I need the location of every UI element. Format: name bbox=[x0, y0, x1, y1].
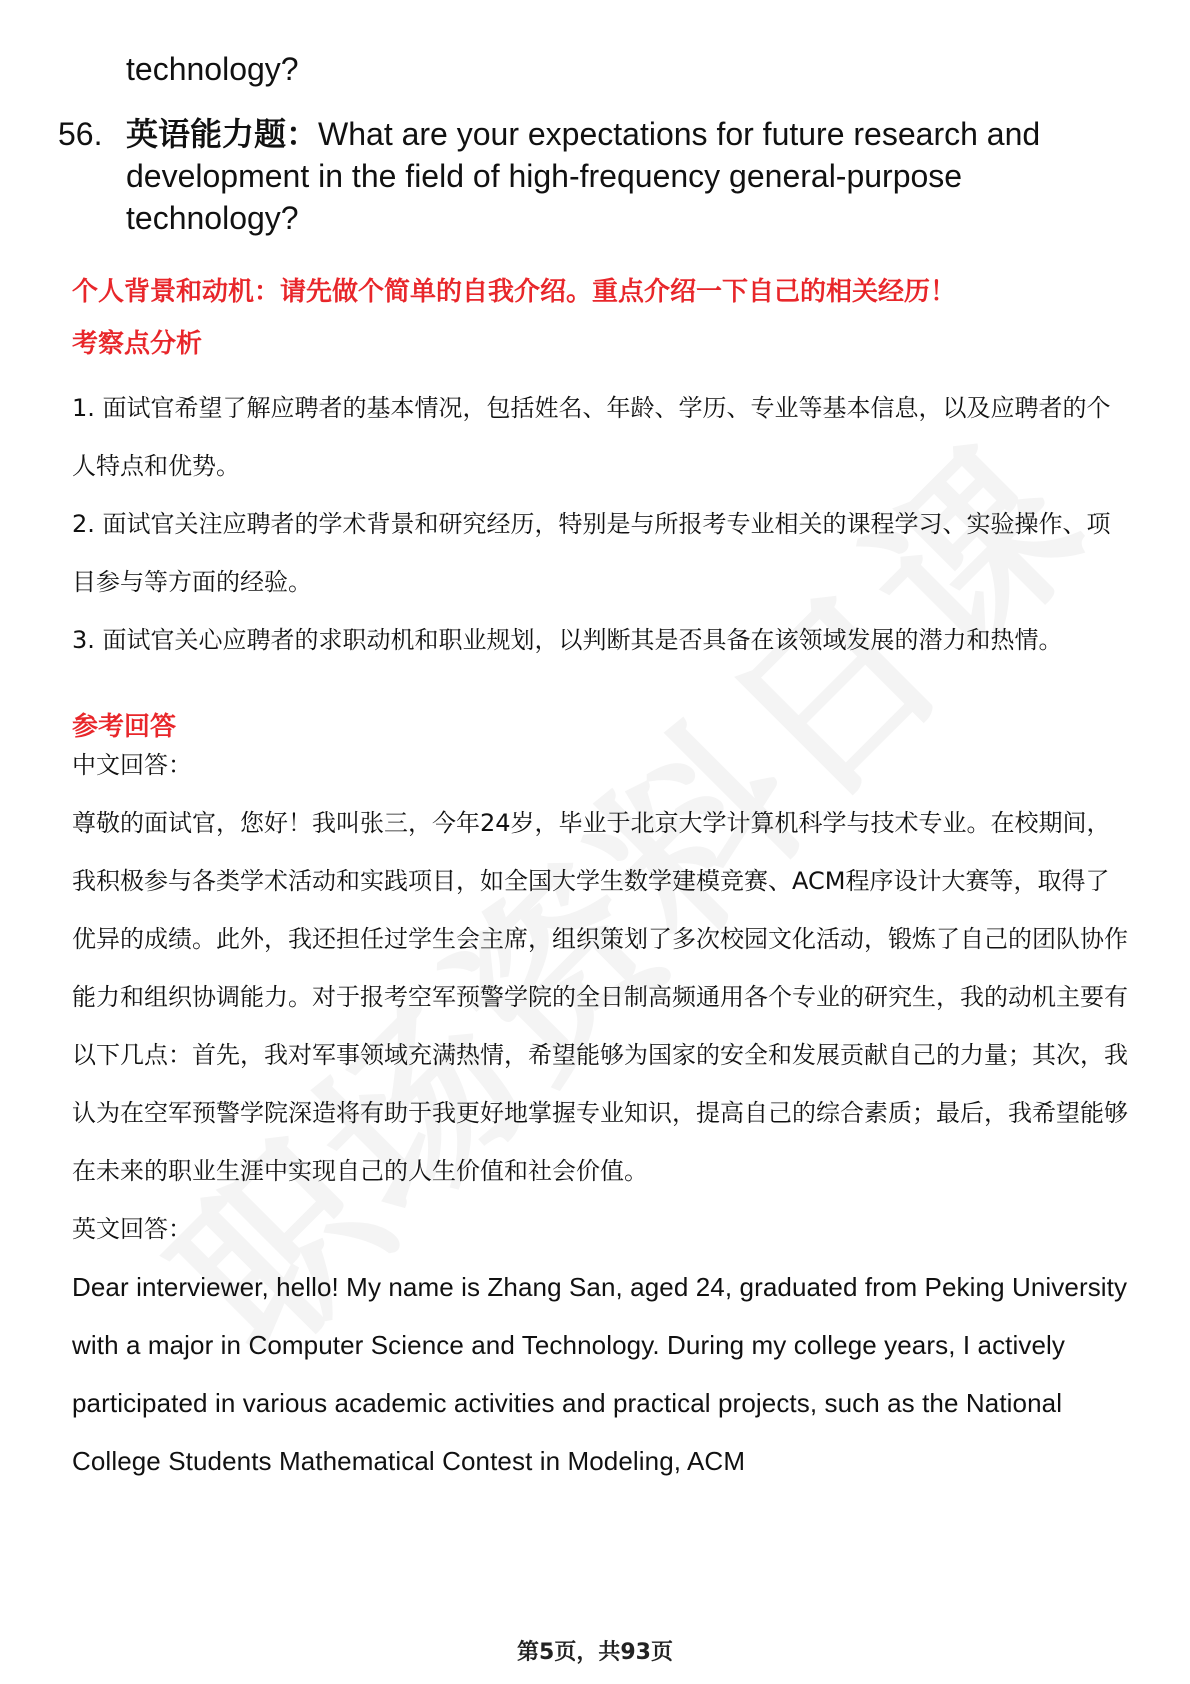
cn-answer-text: 尊敬的面试官，您好！我叫张三，今年24岁，毕业于北京大学计算机科学与技术专业。在校期间，我积极参与各类学术活动和实践项目，如全国大学生数学建模竞赛、ACM程序设计大赛等，取得了优异的成绩。此外，我还担任过学生会主席，组织策划了多次校园文化活动，锻炼了自己的团队协作能力和组织协调能力。对于报考空军预警学院的全日制高频通用各个专业的研究生，我的动机主要有以下几点：首先，我对军事领域充满热情，希望能够为国家的安全和发展贡献自己的力量；其次，我认为在空军预警学院深造将有助于我更好地掌握专业知识，提高自己的综合素质；最后，我希望能够在未来的职业生涯中实现自己的人生价值和社会价值。 bbox=[72, 809, 1128, 1185]
analysis-item: 3. 面试官关心应聘者的求职动机和职业规划，以判断其是否具备在该领域发展的潜力和热情。 bbox=[72, 626, 1063, 654]
en-answer-text: Dear interviewer, hello! My name is Zhang San, aged 24, graduated from Peking University with a major in Computer Science and Technology. During my college years, I actively participated in various academic activities and practical projects, such as the National College Students Mathematical Contest in Modeling, ACM bbox=[72, 1272, 1128, 1476]
analysis-list bbox=[72, 379, 1132, 669]
question-number: 56. bbox=[58, 116, 103, 152]
page-footer: 第5页，共93页 bbox=[517, 1640, 673, 1665]
cn-answer-label: 中文回答： bbox=[72, 751, 192, 779]
question-label: 英语能力题： bbox=[126, 115, 319, 153]
previous-question-continuation: technology? bbox=[126, 51, 299, 87]
question-56 bbox=[58, 113, 1138, 239]
question-body bbox=[126, 113, 1138, 239]
analysis-heading: 考察点分析 bbox=[72, 329, 203, 359]
analysis-item: 1. 面试官希望了解应聘者的基本情况，包括姓名、年龄、学历、专业等基本信息，以及应聘者的个人特点和优势。 bbox=[72, 394, 1111, 480]
answer-block bbox=[72, 736, 1132, 1490]
en-answer-label: 英文回答： bbox=[72, 1215, 192, 1243]
section-title: 个人背景和动机：请先做个简单的自我介绍。重点介绍一下自己的相关经历！ bbox=[72, 277, 957, 307]
question-text: What are your expectations for future research and development in the field of high-frequency general-purpose technology? bbox=[126, 116, 1041, 236]
answer-heading: 参考回答 bbox=[72, 712, 177, 742]
analysis-item: 2. 面试官关注应聘者的学术背景和研究经历，特别是与所报考专业相关的课程学习、实验操作、项目参与等方面的经验。 bbox=[72, 510, 1111, 596]
